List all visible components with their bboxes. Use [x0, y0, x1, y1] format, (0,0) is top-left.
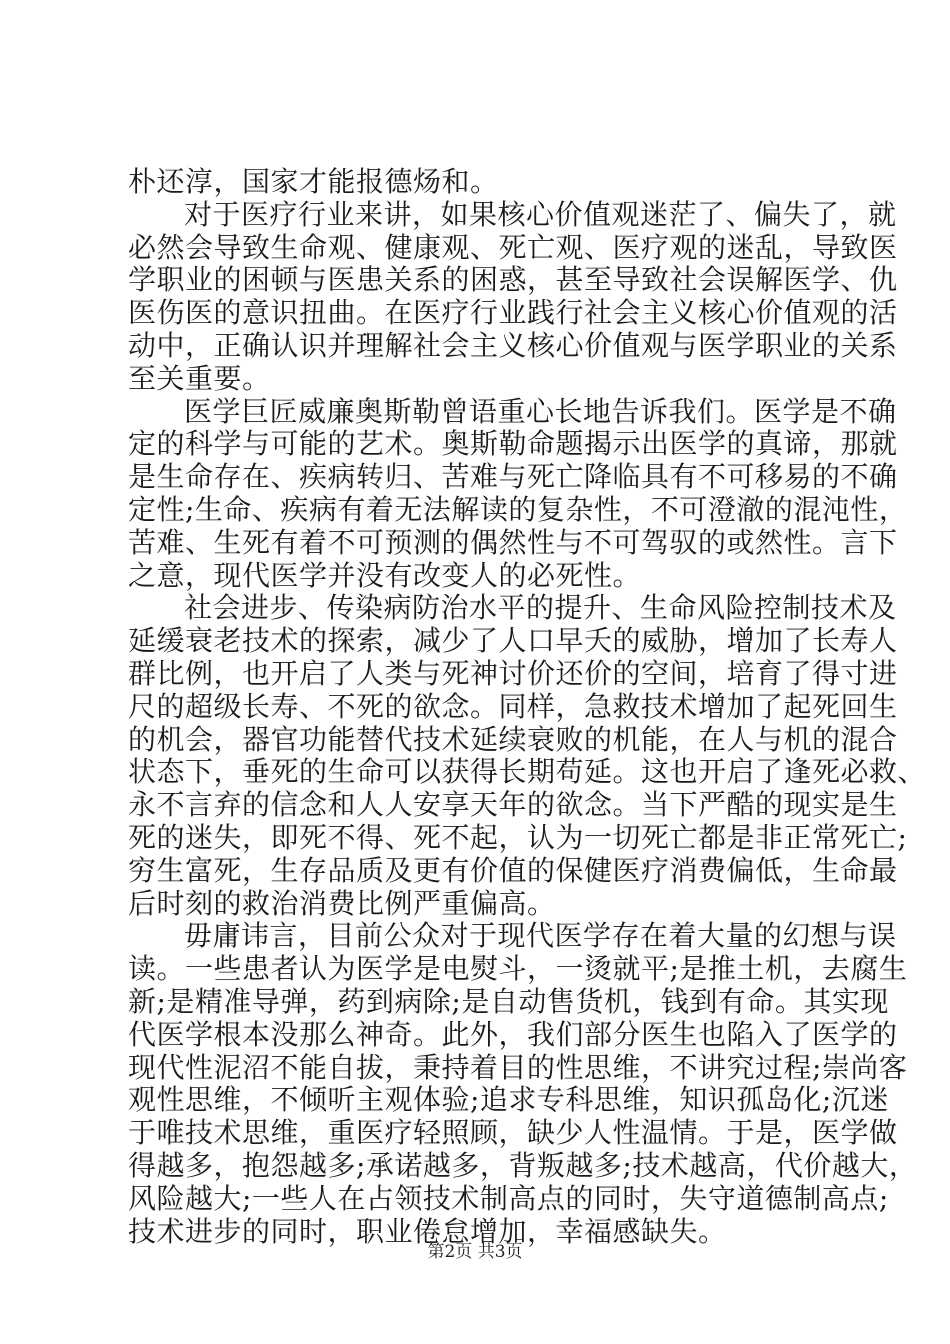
text-line: 对于医疗行业来讲，如果核心价值观迷茫了、偏失了，就 [184, 197, 897, 231]
text-line: 观性思维，不倾听主观体验;追求专科思维，知识孤岛化;沉迷 [128, 1083, 889, 1117]
text-line: 得越多，抱怨越多;承诺越多，背叛越多;技术越高，代价越大， [128, 1148, 918, 1182]
page-footer: 第2页 共3页 [427, 1242, 523, 1262]
text-line: 读。一些患者认为医学是电熨斗，一烫就平;是推土机，去腐生 [128, 952, 908, 986]
text-line: 医学巨匠威廉奥斯勒曾语重心长地告诉我们。医学是不确 [184, 394, 897, 428]
text-line: 代医学根本没那么神奇。此外，我们部分医生也陷入了医学的 [128, 1017, 898, 1051]
text-line: 必然会导致生命观、健康观、死亡观、医疗观的迷乱，导致医 [128, 230, 898, 264]
text-line: 于唯技术思维，重医疗轻照顾，缺少人性温情。于是，医学做 [128, 1116, 898, 1150]
text-line: 现代性泥沼不能自拔，秉持着目的性思维，不讲究过程;崇尚客 [128, 1050, 908, 1084]
text-line: 永不言弃的信念和人人安享天年的欲念。当下严酷的现实是生 [128, 788, 898, 822]
text-line: 学职业的困顿与医患关系的困惑，甚至导致社会误解医学、仇 [128, 263, 898, 297]
text-line: 穷生富死，生存品质及更有价值的保健医疗消费偏低，生命最 [128, 853, 898, 887]
text-line: 社会进步、传染病防治水平的提升、生命风险控制技术及 [184, 591, 897, 625]
text-line: 新;是精准导弹，药到病除;是自动售货机，钱到有命。其实现 [128, 984, 889, 1018]
text-line: 群比例，也开启了人类与死神讨价还价的空间，培育了得寸进 [128, 656, 898, 690]
text-line: 定性;生命、疾病有着无法解读的复杂性，不可澄澈的混沌性， [128, 492, 908, 526]
text-line: 状态下，垂死的生命可以获得长期苟延。这也开启了逢死必救、 [128, 755, 927, 789]
text-line: 毋庸讳言，目前公众对于现代医学存在着大量的幻想与误 [184, 919, 897, 953]
text-line: 延缓衰老技术的探索，减少了人口早夭的威胁，增加了长寿人 [128, 624, 898, 658]
text-line: 后时刻的救治消费比例严重偏高。 [128, 886, 556, 920]
text-line: 之意，现代医学并没有改变人的必死性。 [128, 558, 642, 592]
body-text [128, 165, 927, 1248]
text-line: 动中，正确认识并理解社会主义核心价值观与医学职业的关系 [128, 328, 898, 362]
text-line: 是生命存在、疾病转归、苦难与死亡降临具有不可移易的不确 [128, 460, 898, 494]
text-line: 苦难、生死有着不可预测的偶然性与不可驾驭的或然性。言下 [128, 525, 898, 559]
text-line: 定的科学与可能的艺术。奥斯勒命题揭示出医学的真谛，那就 [128, 427, 898, 461]
text-line: 的机会，器官功能替代技术延续衰败的机能，在人与机的混合 [128, 722, 898, 756]
text-line: 至关重要。 [128, 361, 271, 395]
text-line: 风险越大;一些人在占领技术制高点的同时，失守道德制高点; [128, 1181, 889, 1215]
text-line: 尺的超级长寿、不死的欲念。同样，急救技术增加了起死回生 [128, 689, 898, 723]
text-line: 技术进步的同时，职业倦怠增加，幸福感缺失。 [128, 1214, 727, 1248]
text-line: 朴还淳，国家才能报德炀和。 [128, 165, 499, 198]
text-line: 医伤医的意识扭曲。在医疗行业践行社会主义核心价值观的活 [128, 296, 898, 330]
text-line: 死的迷失，即死不得、死不起，认为一切死亡都是非正常死亡; [128, 820, 908, 854]
